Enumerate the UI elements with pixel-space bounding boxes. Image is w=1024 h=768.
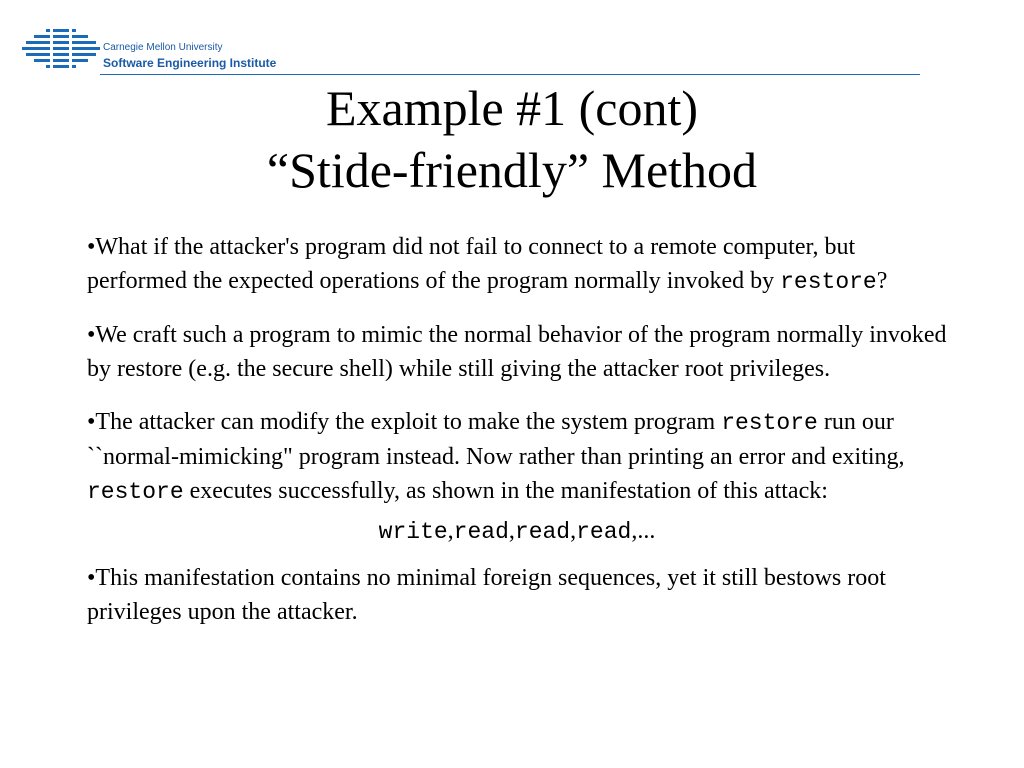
slide-title-line2: “Stide-friendly” Method: [266, 142, 758, 198]
bullet-4: [87, 561, 947, 629]
bullet-2-text: •We craft such a program to mimic the normal behavior of the program normally invoked by restore (e.g. the secure shell) while still giving the attacker root privileges.: [87, 322, 947, 382]
bullet-1-after: ?: [876, 268, 888, 294]
sequence-read-2: read: [514, 519, 571, 545]
slide-body: [87, 230, 947, 648]
sequence-read-3: read: [576, 519, 632, 545]
bullet-3-part3: executes successfully, as shown in the manifestation of this attack:: [183, 478, 828, 504]
bullet-3-code1: restore: [721, 410, 818, 436]
sequence-tail: ,...: [631, 518, 656, 544]
bullet-1-text: •What if the attacker's program did not fail to connect to a remote computer, but performed the expected operations of the program normally invoked by: [87, 234, 856, 294]
bullet-2: [87, 318, 947, 386]
institute-name: Software Engineering Institute: [103, 56, 277, 70]
bullet-1: [87, 230, 947, 299]
sequence-read-1: read: [453, 519, 509, 545]
slide-title-line1: Example #1 (cont): [325, 80, 699, 136]
sei-logo-icon: [20, 28, 102, 72]
bullet-1-code: restore: [780, 269, 877, 295]
sequence-sep-3: ,: [570, 518, 577, 544]
organization-name: [103, 43, 276, 69]
header-divider: [100, 74, 920, 75]
sequence-sep-2: ,: [508, 518, 515, 544]
university-name: Carnegie Mellon University: [103, 42, 223, 53]
bullet-3-part2: run our ``normal-mimicking" program instead. Now rather than printing an error and exiting,: [87, 409, 905, 470]
slide-title: [0, 77, 1024, 201]
syscall-sequence: [87, 514, 947, 549]
bullet-3: [87, 405, 947, 509]
bullet-3-code2: restore: [87, 479, 184, 505]
sequence-write: write: [378, 519, 448, 545]
bullet-3-part1: •The attacker can modify the exploit to make the system program: [87, 409, 722, 435]
bullet-4-text: •This manifestation contains no minimal foreign sequences, yet it still bestows root privileges upon the attacker.: [87, 565, 886, 625]
sequence-sep-1: ,: [447, 518, 454, 544]
